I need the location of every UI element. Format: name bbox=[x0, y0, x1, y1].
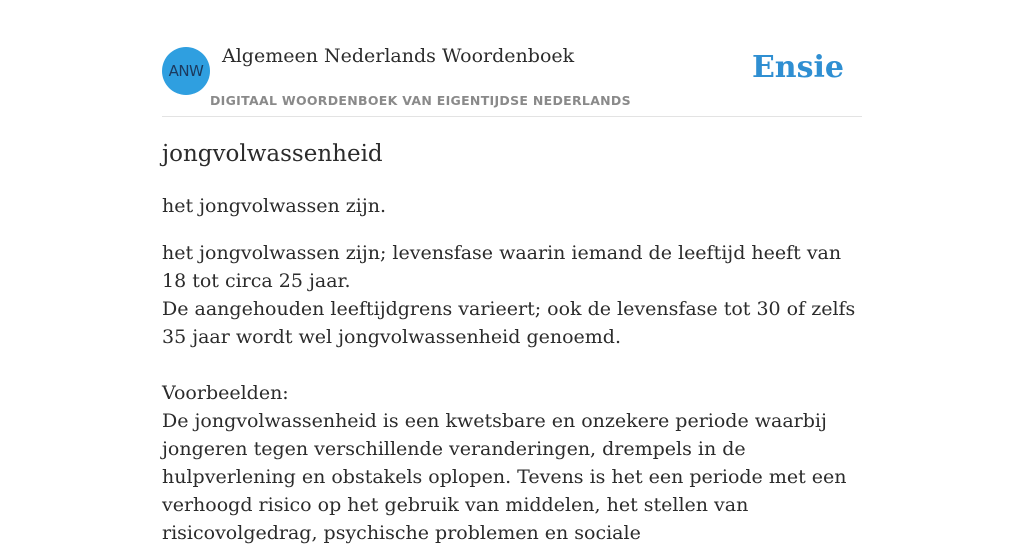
short-definition: het jongvolwassen zijn. bbox=[162, 195, 387, 217]
ensie-brand-logo[interactable]: Ensie bbox=[751, 50, 844, 85]
example-text: De jongvolwassenheid is een kwetsbare en onzekere periode waarbij jongeren tegen verschillende veranderingen, drempels in de hulpverlening en obstakels oplopen. Tevens is het een periode met een verhoogd risico op het gebruik van middelen, het stellen van risicovolgedrag, psychische problemen en sociale bbox=[162, 410, 847, 544]
entry-content bbox=[162, 138, 862, 547]
definition-line-2: De aangehouden leeftijdgrens varieert; ook de levensfase tot 30 of zelfs 35 jaar wordt wel jongvolwassenheid genoemd. bbox=[162, 298, 856, 348]
anw-logo[interactable]: ANW bbox=[162, 47, 210, 95]
site-header bbox=[162, 0, 862, 117]
examples-heading: Voorbeelden: bbox=[162, 382, 289, 404]
definition-line-1: het jongvolwassen zijn; levensfase waarin iemand de leeftijd heeft van 18 tot circa 25 jaar. bbox=[162, 242, 842, 292]
entry-headword: jongvolwassenheid bbox=[162, 141, 383, 167]
site-subtitle: DIGITAAL WOORDENBOEK VAN EIGENTIJDSE NEDERLANDS bbox=[210, 93, 631, 108]
site-title[interactable]: Algemeen Nederlands Woordenboek bbox=[222, 45, 575, 67]
